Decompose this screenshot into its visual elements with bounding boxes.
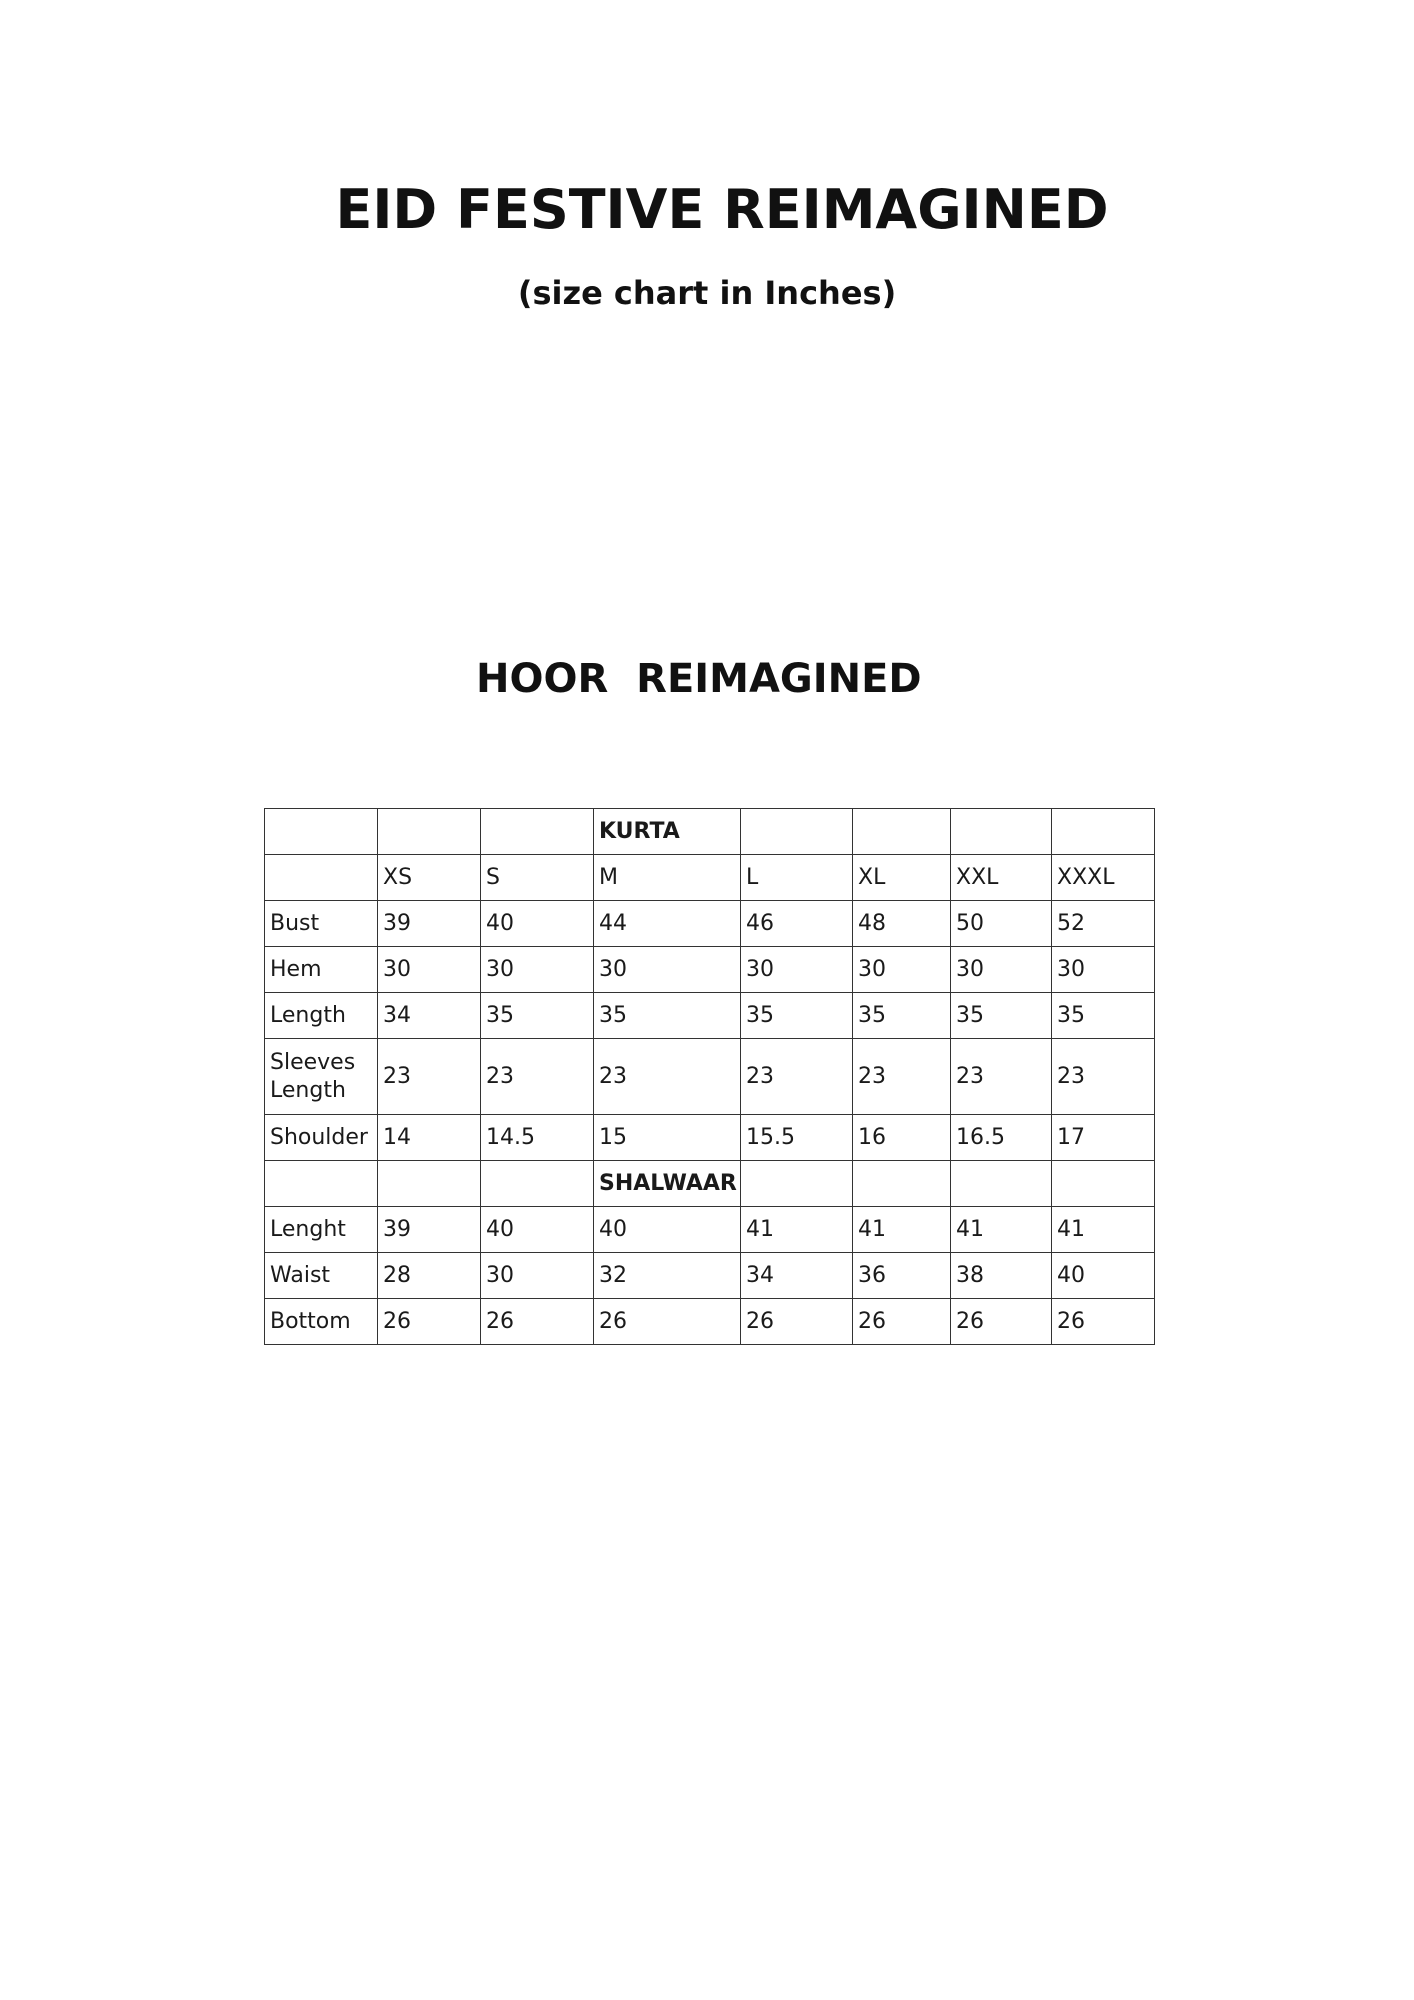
- table-cell: 41: [951, 1207, 1052, 1253]
- table-row-shoulder: [265, 1115, 1155, 1161]
- table-cell: 40: [481, 901, 594, 947]
- table-cell: 32: [594, 1253, 741, 1299]
- table-cell: 30: [853, 947, 951, 993]
- table-cell: 35: [951, 993, 1052, 1039]
- table-cell: 16: [853, 1115, 951, 1161]
- size-header: XXXL: [1052, 855, 1155, 901]
- table-cell: 16.5: [951, 1115, 1052, 1161]
- empty-cell: [481, 1161, 594, 1207]
- table-cell: 26: [951, 1299, 1052, 1345]
- empty-cell: [741, 1161, 853, 1207]
- row-label: Sleeves Length: [265, 1039, 378, 1115]
- shalwaar-section-row: [265, 1161, 1155, 1207]
- table-cell: 14: [378, 1115, 481, 1161]
- table-cell: 34: [741, 1253, 853, 1299]
- size-header: XL: [853, 855, 951, 901]
- table-cell: 26: [378, 1299, 481, 1345]
- empty-cell: [1052, 1161, 1155, 1207]
- table-cell: 40: [481, 1207, 594, 1253]
- size-header: S: [481, 855, 594, 901]
- page-title: EID FESTIVE REIMAGINED: [335, 178, 1109, 241]
- row-label: Hem: [265, 947, 378, 993]
- table-cell: 30: [378, 947, 481, 993]
- table-cell: 26: [481, 1299, 594, 1345]
- table-cell: 52: [1052, 901, 1155, 947]
- table-cell: 48: [853, 901, 951, 947]
- size-header: L: [741, 855, 853, 901]
- table-cell: 23: [853, 1039, 951, 1115]
- size-chart-table: [264, 808, 1155, 1345]
- table-cell: 30: [594, 947, 741, 993]
- table-cell: 40: [1052, 1253, 1155, 1299]
- table-row-length: [265, 993, 1155, 1039]
- table-cell: 14.5: [481, 1115, 594, 1161]
- empty-cell: [265, 1161, 378, 1207]
- table-cell: 23: [594, 1039, 741, 1115]
- empty-cell: [378, 809, 481, 855]
- empty-cell: [481, 809, 594, 855]
- table-cell: 35: [481, 993, 594, 1039]
- table-cell: 30: [481, 947, 594, 993]
- table-row-bottom: [265, 1299, 1155, 1345]
- row-label: Shoulder: [265, 1115, 378, 1161]
- row-label: Bottom: [265, 1299, 378, 1345]
- table-cell: 23: [378, 1039, 481, 1115]
- size-header: XS: [378, 855, 481, 901]
- size-header: M: [594, 855, 741, 901]
- shalwaar-section-label: SHALWAAR: [594, 1161, 741, 1207]
- empty-cell: [853, 1161, 951, 1207]
- table-cell: 26: [1052, 1299, 1155, 1345]
- table-row-bust: [265, 901, 1155, 947]
- empty-cell: [741, 809, 853, 855]
- table-cell: 34: [378, 993, 481, 1039]
- table-cell: 41: [741, 1207, 853, 1253]
- row-label: Lenght: [265, 1207, 378, 1253]
- empty-cell: [265, 855, 378, 901]
- table-cell: 28: [378, 1253, 481, 1299]
- table-cell: 15.5: [741, 1115, 853, 1161]
- table-cell: 35: [594, 993, 741, 1039]
- table-cell: 30: [1052, 947, 1155, 993]
- empty-cell: [951, 1161, 1052, 1207]
- table-cell: 36: [853, 1253, 951, 1299]
- table-row-lenght: [265, 1207, 1155, 1253]
- table-cell: 38: [951, 1253, 1052, 1299]
- size-header: XXL: [951, 855, 1052, 901]
- page-subtitle: (size chart in Inches): [517, 274, 897, 312]
- table-cell: 26: [853, 1299, 951, 1345]
- table-cell: 50: [951, 901, 1052, 947]
- table-cell: 35: [741, 993, 853, 1039]
- table-row-hem: [265, 947, 1155, 993]
- empty-cell: [853, 809, 951, 855]
- empty-cell: [951, 809, 1052, 855]
- table-cell: 23: [481, 1039, 594, 1115]
- row-label: Length: [265, 993, 378, 1039]
- table-cell: 41: [1052, 1207, 1155, 1253]
- table-cell: 35: [853, 993, 951, 1039]
- table-cell: 23: [1052, 1039, 1155, 1115]
- table-cell: 17: [1052, 1115, 1155, 1161]
- table-cell: 39: [378, 1207, 481, 1253]
- empty-cell: [378, 1161, 481, 1207]
- table-cell: 30: [951, 947, 1052, 993]
- empty-cell: [1052, 809, 1155, 855]
- table-cell: 44: [594, 901, 741, 947]
- table-cell: 35: [1052, 993, 1155, 1039]
- kurta-section-row: [265, 809, 1155, 855]
- collection-title: HOOR REIMAGINED: [476, 656, 922, 702]
- row-label: Waist: [265, 1253, 378, 1299]
- table-cell: 41: [853, 1207, 951, 1253]
- row-label: Bust: [265, 901, 378, 947]
- kurta-section-label: KURTA: [594, 809, 741, 855]
- table-cell: 26: [741, 1299, 853, 1345]
- table-cell: 23: [951, 1039, 1052, 1115]
- table-cell: 26: [594, 1299, 741, 1345]
- table-cell: 23: [741, 1039, 853, 1115]
- table-cell: 39: [378, 901, 481, 947]
- table-cell: 46: [741, 901, 853, 947]
- table-cell: 30: [741, 947, 853, 993]
- table-cell: 40: [594, 1207, 741, 1253]
- empty-cell: [265, 809, 378, 855]
- table-cell: 15: [594, 1115, 741, 1161]
- table-row-sleeves-length: [265, 1039, 1155, 1115]
- table-row-waist: [265, 1253, 1155, 1299]
- table-cell: 30: [481, 1253, 594, 1299]
- sizes-header-row: [265, 855, 1155, 901]
